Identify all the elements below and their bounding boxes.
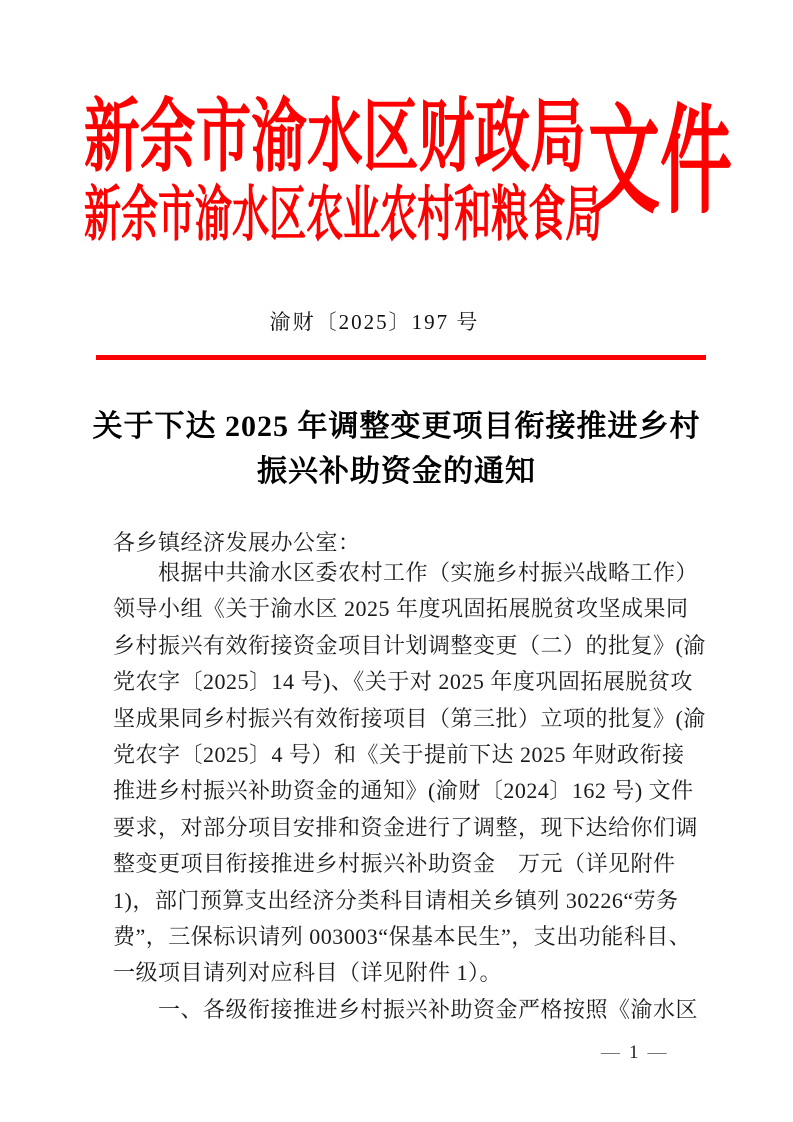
org-name-line2: 新余市渝水区农业农村和粮食局: [84, 182, 603, 248]
body-line: 整变更项目衔接推进乡村振兴补助资金 万元（详见附件: [113, 851, 676, 877]
body-line: 1)，部门预算支出经济分类科目请相关乡镇列 30226“劳务: [113, 887, 679, 913]
page-number-left-dash: —: [601, 1042, 620, 1063]
title-line1: 关于下达 2025 年调整变更项目衔接推进乡村: [92, 410, 701, 443]
title-line2: 振兴补助资金的通知: [257, 455, 536, 488]
document-title: [0, 404, 793, 494]
body-line: 党农字〔2025〕4 号）和《关于提前下达 2025 年财政衔接: [113, 742, 685, 768]
salutation: 各乡镇经济发展办公室：: [113, 530, 361, 555]
body-line: 费”，三保标识请列 003003“保基本民生”，支出功能科目、: [113, 924, 692, 950]
body-line: 乡村振兴有效衔接资金项目计划调整变更（二）的批复》(渝: [113, 632, 706, 658]
body-line: 要求，对部分项目安排和资金进行了调整，现下达给你们调: [113, 814, 699, 840]
page-number-value: 1: [629, 1042, 639, 1063]
body-text: [113, 555, 706, 1028]
body-line: 推进乡村振兴补助资金的通知》(渝财〔2024〕162 号) 文件: [113, 778, 694, 804]
body-line: 一级项目请列对应科目（详见附件 1）。: [113, 960, 503, 986]
doc-number: 渝财〔2025〕197 号: [269, 310, 480, 334]
body-line: 坚成果同乡村振兴有效衔接项目（第三批）立项的批复》(渝: [113, 705, 706, 731]
page-number: [601, 1042, 667, 1064]
body-line: 领导小组《关于渝水区 2025 年度巩固拓展脱贫攻坚成果同: [113, 596, 689, 622]
page-number-right-dash: —: [647, 1042, 667, 1063]
doc-word-label: 文件: [588, 97, 732, 228]
body-line: 一、各级衔接推进乡村振兴补助资金严格按照《渝水区: [113, 996, 699, 1022]
body-line: 党农字〔2025〕14 号)、《关于对 2025 年度巩固拓展脱贫攻: [113, 669, 693, 695]
red-divider: [96, 355, 706, 360]
body-line: 根据中共渝水区委农村工作（实施乡村振兴战略工作）: [113, 560, 699, 585]
org-name-line1: 新余市渝水区财政局: [84, 94, 586, 182]
